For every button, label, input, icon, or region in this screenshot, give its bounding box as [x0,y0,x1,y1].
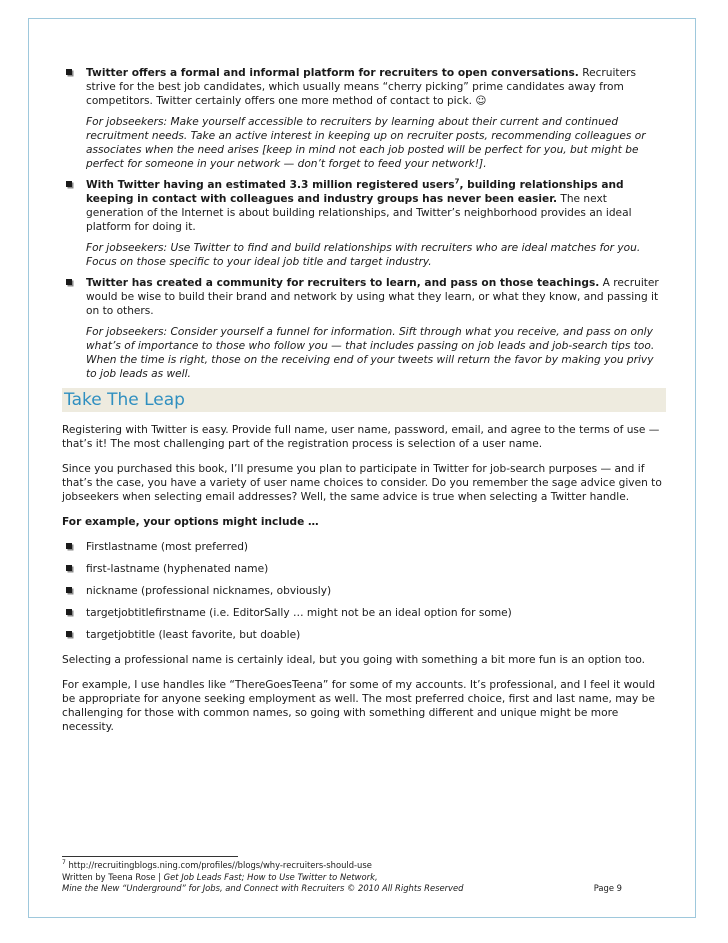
footer-book-subtitle: Mine the New “Underground” for Jobs, and Connect with Recruiters © 2010 All Rights Reserved [62,883,464,893]
footnote [62,860,666,872]
checkbox-bullet-icon [66,565,72,571]
paragraph: Selecting a professional name is certainly ideal, but you going with something a bit more fun is an option too. [62,654,646,666]
footnote-reference: 7 [454,177,460,186]
jobseeker-tip: For jobseekers: Make yourself accessible to recruiters by learning about their current and continued recruitment needs. Take an active interest in keeping up on recruiter posts, recommending colleagues or associates when the need arises [keep in mind not each job posted will be perfect for you, but might be perfect for someone in your network — don’t forget to feed your network!]. [86,116,646,170]
option-item [62,606,666,620]
checkbox-bullet-icon [66,543,72,549]
bullet-item [62,66,666,108]
paragraph: Registering with Twitter is easy. Provide full name, user name, password, email, and agree to the terms of use — that’s it! The most challenging part of the registration process is selection of a user name. [62,424,660,450]
checkbox-bullet-icon [66,609,72,615]
option-item [62,628,666,642]
option-text: first-lastname (hyphenated name) [86,563,269,575]
checkbox-bullet-icon [66,631,72,637]
bullet-text: A recruiter would be wise to build their brand and network by using what they learn, or what they know, and passing it on to others. [86,277,659,317]
option-item [62,562,666,576]
bullet-lead-continued: , building relationships and keeping in contact with colleagues and industry groups has never been easier. [86,179,624,205]
footer-credit-line [62,872,666,884]
checkbox-bullet-icon [66,69,72,75]
bullet-lead: Twitter offers a formal and informal platform for recruiters to open conversations. [86,67,579,79]
bullet-lead: Twitter has created a community for recruiters to learn, and pass on those teachings. [86,277,600,289]
footnote-url: http://recruitingblogs.ning.com/profiles//blogs/why-recruiters-should-use [65,860,372,870]
checkbox-bullet-icon [66,181,72,187]
bullet-lead: With Twitter having an estimated 3.3 million registered users [86,179,455,191]
checkbox-bullet-icon [66,279,72,285]
options-intro: For example, your options might include … [62,516,319,528]
bullet-item [62,276,666,318]
footer-author: Written by Teena Rose | [62,871,164,882]
bullet-item [62,178,666,234]
paragraph: For example, I use handles like “ThereGoesTeena” for some of my accounts. It’s professional, and I feel it would be appropriate for anyone seeking employment as well. The most preferred choice, first and last name, may be challenging for those with common names, so going with something different and unique might be more necessity. [62,679,656,733]
page-content [62,66,666,745]
option-text: nickname (professional nicknames, obviously) [86,585,332,597]
option-item [62,540,666,554]
section-heading: Take The Leap [62,388,666,412]
option-text: Firstlastname (most preferred) [86,541,249,553]
page-footer [62,856,666,895]
footnote-number: 7 [62,859,66,867]
paragraph: Since you purchased this book, I’ll presume you plan to participate in Twitter for job-search purposes — and if that’s the case, you have a variety of user name choices to consider. Do you remember the sage advice given to jobseekers when selecting email addresses? Well, the same advice is true when selecting a Twitter handle. [62,463,662,503]
bullet-text: Recruiters strive for the best job candidates, which usually means “cherry picking” prime candidates away from competitors. Twitter certainly offers one more method of contact to pick. ☺ [86,67,636,107]
option-text: targetjobtitlefirstname (i.e. EditorSally … might not be an ideal option for some) [86,607,512,619]
option-item [62,584,666,598]
footnote-rule [62,856,238,857]
footer-book-title: Get Job Leads Fast; How to Use Twitter to Network, [163,871,378,882]
option-text: targetjobtitle (least favorite, but doable) [86,629,301,641]
checkbox-bullet-icon [66,587,72,593]
page-number: Page 9 [593,883,622,893]
jobseeker-tip: For jobseekers: Use Twitter to find and build relationships with recruiters who are ideal matches for you. Focus on those specific to your ideal job title and target industry. [86,242,641,268]
jobseeker-tip: For jobseekers: Consider yourself a funnel for information. Sift through what you receive, and pass on only what’s of importance to those who follow you — that includes passing on job leads and job-search tips too. When the time is right, those on the receiving end of your tweets will return the favor by making you privy to job leads as well. [86,326,655,380]
bullet-text: The next generation of the Internet is about building relationships, and Twitter’s neighborhood provides an ideal platform for doing it. [86,193,632,233]
